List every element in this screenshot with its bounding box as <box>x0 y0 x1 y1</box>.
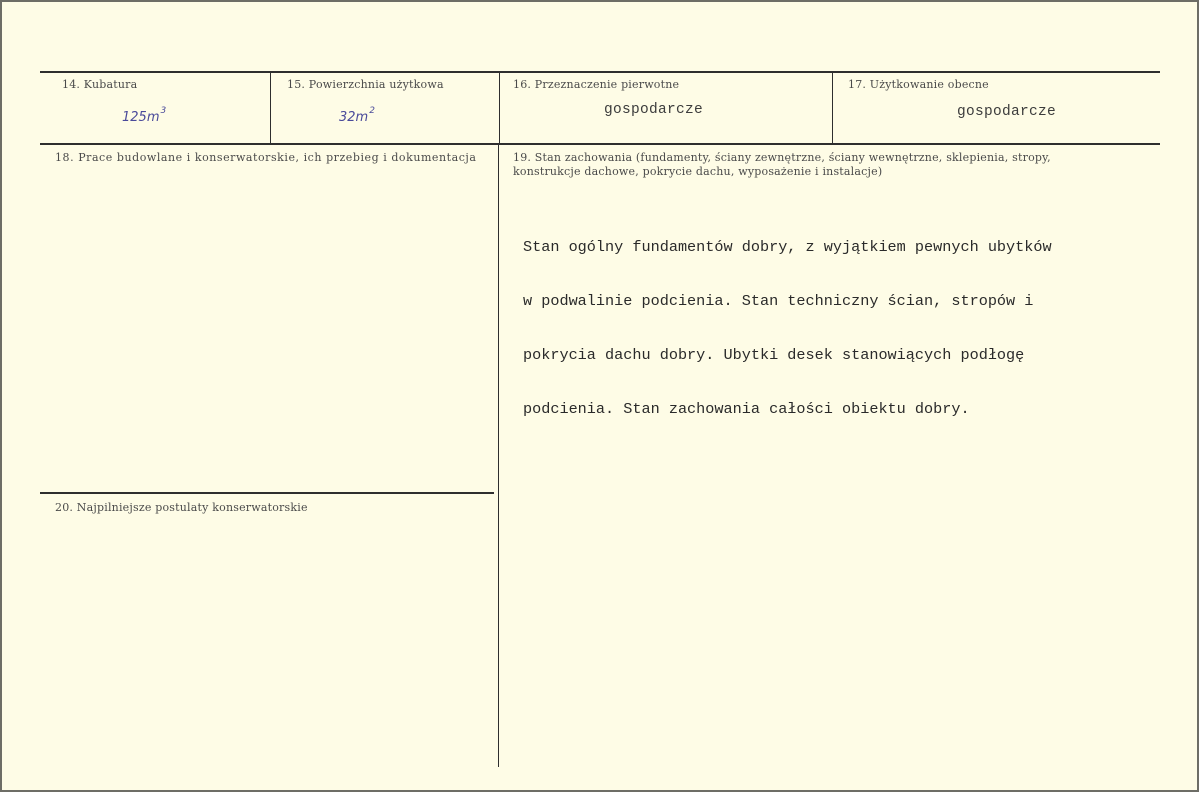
field-15-exponent: 2 <box>369 106 375 116</box>
top-rule <box>40 71 1160 73</box>
field-17-value: gospodarcze <box>957 104 1057 120</box>
field-14-value <box>122 106 166 125</box>
divider-main <box>498 145 499 767</box>
field-19-text-line: w podwalinie podcienia. Stan techniczny ścian, stropów i <box>523 292 1034 310</box>
field-19-text-line: podcienia. Stan zachowania całości obiektu dobry. <box>523 400 970 418</box>
divider-15-16 <box>499 73 500 143</box>
field-18-label: 18. Prace budowlane i konserwatorskie, ich przebieg i dokumentacja <box>55 151 477 164</box>
field-14-exponent: 3 <box>160 106 167 116</box>
divider-14-15 <box>270 73 271 143</box>
field-20-label: 20. Najpilniejsze postulaty konserwatorskie <box>55 501 308 514</box>
divider-16-17 <box>832 73 833 143</box>
field-15-unit: m <box>355 110 369 125</box>
field-14-number: 125 <box>122 110 147 125</box>
field-19-text-line: pokrycia dachu dobry. Ubytki desek stanowiących podłogę <box>523 346 1025 364</box>
field-15-number: 32 <box>339 110 356 125</box>
field-19-label-line2: konstrukcje dachowe, pokrycie dachu, wyposażenie i instalacje) <box>513 165 883 178</box>
field-14-unit: m <box>146 110 160 125</box>
row-20-top-rule <box>40 492 494 494</box>
field-17-label: 17. Użytkowanie obecne <box>848 78 989 91</box>
field-14-label: 14. Kubatura <box>62 78 138 91</box>
field-16-label: 16. Przeznaczenie pierwotne <box>513 78 680 91</box>
field-15-value <box>339 106 375 125</box>
field-19-label-line1: 19. Stan zachowania (fundamenty, ściany zewnętrzne, ściany wewnętrzne, sklepienia, stropy, <box>513 151 1051 164</box>
field-19-text <box>523 202 1052 454</box>
row1-bottom-rule <box>40 143 1160 145</box>
field-15-label: 15. Powierzchnia użytkowa <box>287 78 444 91</box>
field-19-text-line: Stan ogólny fundamentów dobry, z wyjątkiem pewnych ubytków <box>523 238 1052 256</box>
field-16-value: gospodarcze <box>604 102 704 118</box>
